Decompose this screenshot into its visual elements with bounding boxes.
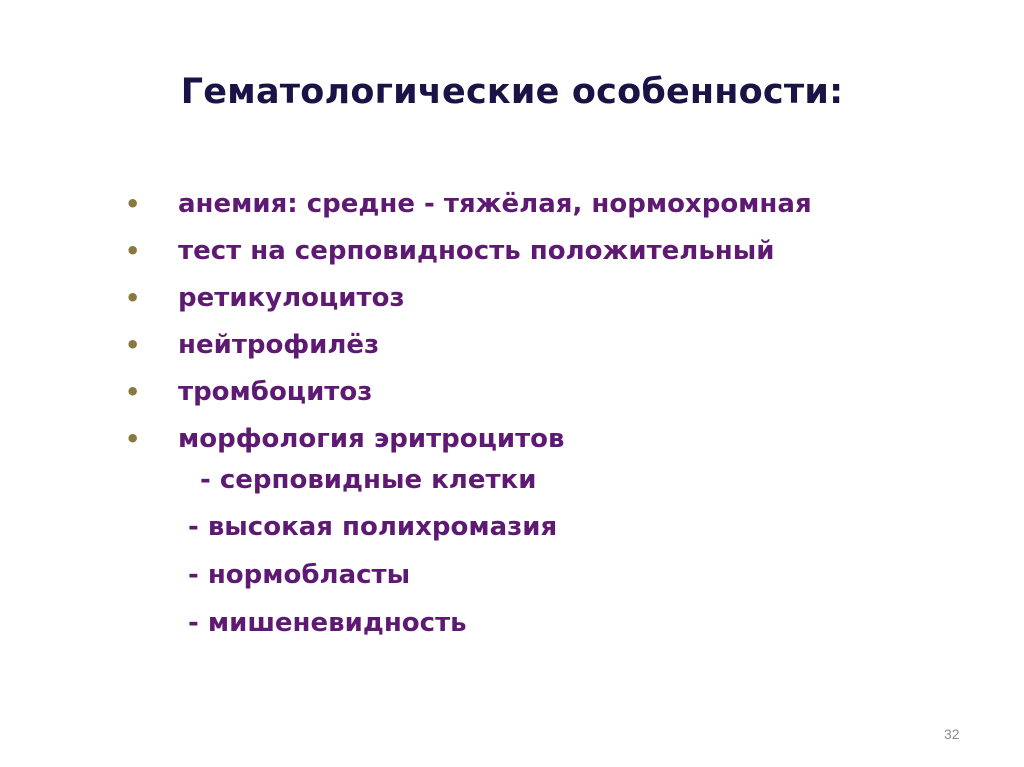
bullet-text: анемия: средне - тяжёлая, нормохромная: [178, 189, 812, 219]
bullet-dot-icon: •: [125, 284, 141, 312]
slide-title: Гематологические особенности:: [180, 72, 844, 112]
bullet-list: [125, 184, 985, 466]
bullet-item: [125, 419, 985, 466]
bullet-text: морфология эритроцитов: [178, 424, 565, 454]
sub-item-list: [188, 507, 557, 651]
bullet-item: [125, 372, 985, 419]
bullet-text: тромбоцитоз: [178, 377, 373, 407]
bullet-text: ретикулоцитоз: [178, 283, 405, 313]
bullet-dot-icon: •: [125, 378, 141, 406]
bullet-dot-icon: •: [125, 237, 141, 265]
bullet-item: [125, 278, 985, 325]
sub-item: - мишеневидность: [188, 608, 467, 638]
bullet-item: [125, 231, 985, 278]
bullet-item: [125, 325, 985, 372]
page-number: 32: [944, 726, 960, 742]
sub-item: - высокая полихромазия: [188, 512, 558, 542]
bullet-dot-icon: •: [125, 425, 141, 453]
bullet-dot-icon: •: [125, 331, 141, 359]
bullet-item: [125, 184, 985, 231]
bullet-dot-icon: •: [125, 190, 141, 218]
bullet-text: нейтрофилёз: [178, 330, 380, 360]
sub-item: - нормобласты: [188, 560, 411, 590]
sub-item: - серповидные клетки: [200, 465, 537, 495]
bullet-text: тест на серповидность положительный: [178, 236, 775, 266]
